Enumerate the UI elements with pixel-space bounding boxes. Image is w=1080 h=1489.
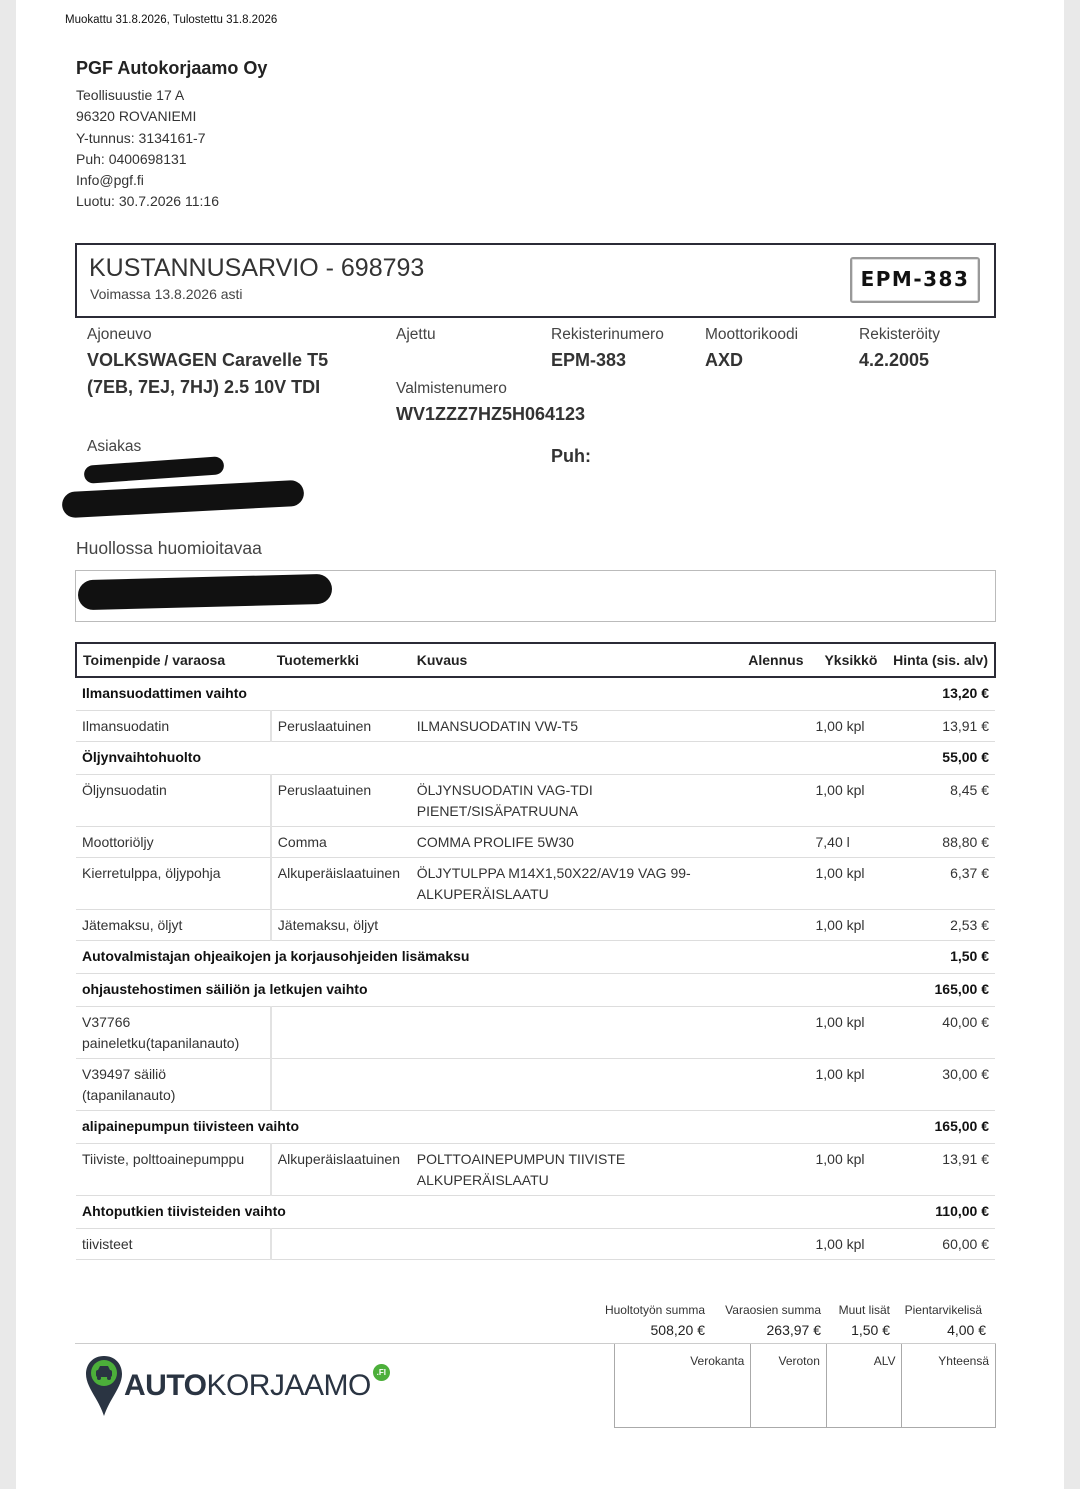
part-name: Ilmansuodatin bbox=[76, 710, 271, 741]
company-street: Teollisuustie 17 A bbox=[76, 87, 185, 103]
vehicle-model: VOLKSWAGEN Caravelle T5 bbox=[87, 350, 329, 370]
group-name: ohjaustehostimen säiliön ja letkujen vaihto bbox=[76, 973, 883, 1006]
small-parts-label: Pientarvikelisä bbox=[904, 1303, 982, 1317]
unit: 1,00 kpl bbox=[809, 1058, 883, 1110]
col-operation: Toimenpide / varaosa bbox=[76, 643, 271, 677]
price: 2,53 € bbox=[883, 909, 995, 940]
description: POLTTOAINEPUMPUN TIIVISTE ALKUPERÄISLAATU bbox=[411, 1143, 740, 1195]
engine-label: Moottorikoodi bbox=[705, 326, 799, 343]
col-brand: Tuotemerkki bbox=[271, 643, 411, 677]
col-price: Hinta (sis. alv) bbox=[883, 643, 995, 677]
estimate-title: KUSTANNUSARVIO - 698793 bbox=[89, 254, 425, 282]
parts-sum-label: Varaosien summa bbox=[725, 1303, 821, 1317]
registered-value: 4.2.2005 bbox=[859, 350, 930, 370]
part-name: Öljynsuodatin bbox=[76, 774, 271, 826]
col-discount: Alennus bbox=[740, 643, 810, 677]
group-price: 1,50 € bbox=[883, 940, 995, 973]
group-name: alipainepumpun tiivisteen vaihto bbox=[76, 1110, 883, 1143]
price: 13,91 € bbox=[883, 710, 995, 741]
company-city: 96320 ROVANIEMI bbox=[76, 108, 197, 125]
discount bbox=[740, 909, 810, 940]
discount bbox=[740, 1006, 810, 1058]
part-name: V37766 paineletku(tapanilanauto) bbox=[76, 1006, 271, 1058]
reg-value: EPM-383 bbox=[551, 350, 627, 370]
table-row bbox=[76, 1006, 995, 1058]
col-description: Kuvaus bbox=[411, 643, 740, 677]
description: ÖLJYTULPPA M14X1,50X22/AV19 VAG 99- ALKUPERÄISLAATU bbox=[411, 857, 740, 909]
description: ÖLJYNSUODATIN VAG-TDI PIENET/SISÄPATRUUNA bbox=[411, 774, 740, 826]
customer-phone-label: Puh: bbox=[551, 446, 591, 466]
valid-until: Voimassa 13.8.2026 asti bbox=[90, 286, 243, 302]
notes-label: Huollossa huomioitavaa bbox=[76, 538, 262, 558]
unit: 1,00 kpl bbox=[809, 1006, 883, 1058]
table-row bbox=[76, 857, 995, 909]
vehicle-label: Ajoneuvo bbox=[87, 326, 152, 343]
brand: Alkuperäislaatuinen bbox=[271, 1143, 411, 1195]
print-meta: Muokattu 31.8.2026, Tulostettu 31.8.2026 bbox=[65, 14, 278, 26]
company-business-id: Y-tunnus: 3134161-7 bbox=[76, 129, 206, 146]
brand bbox=[271, 1058, 411, 1110]
table-row bbox=[76, 774, 995, 826]
description: ILMANSUODATIN VW-T5 bbox=[411, 710, 740, 741]
table-group-row bbox=[76, 940, 995, 973]
part-name: Tiiviste, polttoainepumppu bbox=[76, 1143, 271, 1195]
price: 60,00 € bbox=[883, 1228, 995, 1259]
customer-label: Asiakas bbox=[87, 438, 142, 455]
table-group-row bbox=[76, 1110, 995, 1143]
part-name: Jätemaksu, öljyt bbox=[76, 909, 271, 940]
logo-text-light: KORJAAMO bbox=[206, 1369, 371, 1402]
company-email: Info@pgf.fi bbox=[76, 172, 144, 189]
description bbox=[411, 1228, 740, 1259]
discount bbox=[740, 826, 810, 857]
group-name: Autovalmistajan ohjeaikojen ja korjausohjeiden lisämaksu bbox=[76, 940, 883, 973]
labor-sum-value: 508,20 € bbox=[650, 1322, 705, 1338]
part-name: tiivisteet bbox=[76, 1228, 271, 1259]
discount bbox=[740, 774, 810, 826]
vat-rate-header: Verokanta bbox=[615, 1344, 751, 1427]
group-price: 165,00 € bbox=[883, 973, 995, 1006]
vehicle-variant: (7EB, 7EJ, 7HJ) 2.5 10V TDI bbox=[87, 377, 321, 397]
table-group-row bbox=[76, 1195, 995, 1228]
vat-total-header: Yhteensä bbox=[938, 1354, 989, 1368]
table-row bbox=[76, 826, 995, 857]
description bbox=[411, 1006, 740, 1058]
items-table bbox=[75, 642, 996, 1260]
unit: 7,40 l bbox=[809, 826, 883, 857]
price: 8,45 € bbox=[883, 774, 995, 826]
brand: Peruslaatuinen bbox=[271, 710, 411, 741]
brand: Comma bbox=[271, 826, 411, 857]
parts-sum-value: 263,97 € bbox=[766, 1322, 821, 1338]
small-parts-value: 4,00 € bbox=[947, 1322, 986, 1338]
table-row bbox=[76, 1228, 995, 1259]
price: 88,80 € bbox=[883, 826, 995, 857]
brand: Jätemaksu, öljyt bbox=[271, 909, 411, 940]
unit: 1,00 kpl bbox=[809, 857, 883, 909]
created-date: Luotu: 30.7.2026 11:16 bbox=[76, 193, 219, 210]
company-info bbox=[76, 58, 267, 213]
vat-table bbox=[614, 1344, 996, 1428]
group-name: Öljynvaihtohuolto bbox=[76, 741, 883, 774]
table-group-row bbox=[76, 741, 995, 774]
discount bbox=[740, 1143, 810, 1195]
logo-text-bold: AUTO bbox=[124, 1369, 207, 1402]
license-plate: EPM-383 bbox=[850, 257, 980, 303]
unit: 1,00 kpl bbox=[809, 909, 883, 940]
price: 13,91 € bbox=[883, 1143, 995, 1195]
registered-label: Rekisteröity bbox=[859, 326, 940, 343]
group-price: 165,00 € bbox=[883, 1110, 995, 1143]
description: COMMA PROLIFE 5W30 bbox=[411, 826, 740, 857]
description bbox=[411, 909, 740, 940]
company-name: PGF Autokorjaamo Oy bbox=[76, 58, 268, 78]
location-pin-icon bbox=[84, 1354, 124, 1418]
discount bbox=[740, 857, 810, 909]
vat-net-header: Veroton bbox=[751, 1344, 827, 1427]
table-row bbox=[76, 710, 995, 741]
engine-value: AXD bbox=[705, 350, 744, 370]
brand bbox=[271, 1228, 411, 1259]
group-price: 55,00 € bbox=[883, 741, 995, 774]
table-group-row bbox=[76, 677, 995, 710]
discount bbox=[740, 1058, 810, 1110]
description bbox=[411, 1058, 740, 1110]
unit: 1,00 kpl bbox=[809, 774, 883, 826]
part-name: Moottoriöljy bbox=[76, 826, 271, 857]
table-row bbox=[76, 1143, 995, 1195]
driven-label: Ajettu bbox=[396, 326, 436, 343]
table-row bbox=[76, 909, 995, 940]
table-group-row bbox=[76, 973, 995, 1006]
other-sum-value: 1,50 € bbox=[851, 1322, 890, 1338]
price: 30,00 € bbox=[883, 1058, 995, 1110]
brand bbox=[271, 1006, 411, 1058]
vin-value: WV1ZZZ7HZ5H064123 bbox=[396, 404, 586, 424]
table-row bbox=[76, 1058, 995, 1110]
vat-amount-header: ALV bbox=[827, 1344, 903, 1427]
price: 6,37 € bbox=[883, 857, 995, 909]
logo-fi-badge: .FI bbox=[373, 1364, 390, 1381]
group-price: 13,20 € bbox=[883, 677, 995, 710]
price: 40,00 € bbox=[883, 1006, 995, 1058]
vin-label: Valmistenumero bbox=[396, 380, 507, 397]
brand: Alkuperäislaatuinen bbox=[271, 857, 411, 909]
part-name: V39497 säiliö (tapanilanauto) bbox=[76, 1058, 271, 1110]
brand: Peruslaatuinen bbox=[271, 774, 411, 826]
unit: 1,00 kpl bbox=[809, 710, 883, 741]
unit: 1,00 kpl bbox=[809, 1228, 883, 1259]
discount bbox=[740, 710, 810, 741]
discount bbox=[740, 1228, 810, 1259]
estimate-header bbox=[75, 243, 996, 318]
part-name: Kierretulppa, öljypohja bbox=[76, 857, 271, 909]
unit: 1,00 kpl bbox=[809, 1143, 883, 1195]
group-name: Ahtoputkien tiivisteiden vaihto bbox=[76, 1195, 883, 1228]
group-price: 110,00 € bbox=[883, 1195, 995, 1228]
col-unit: Yksikkö bbox=[809, 643, 883, 677]
group-name: Ilmansuodattimen vaihto bbox=[76, 677, 883, 710]
company-phone: Puh: 0400698131 bbox=[76, 150, 187, 167]
labor-sum-label: Huoltotyön summa bbox=[604, 1303, 705, 1317]
table-header-row bbox=[76, 643, 995, 677]
reg-label: Rekisterinumero bbox=[551, 326, 664, 343]
other-sum-label: Muut lisät bbox=[838, 1303, 890, 1317]
autokorjaamo-logo bbox=[84, 1354, 390, 1418]
